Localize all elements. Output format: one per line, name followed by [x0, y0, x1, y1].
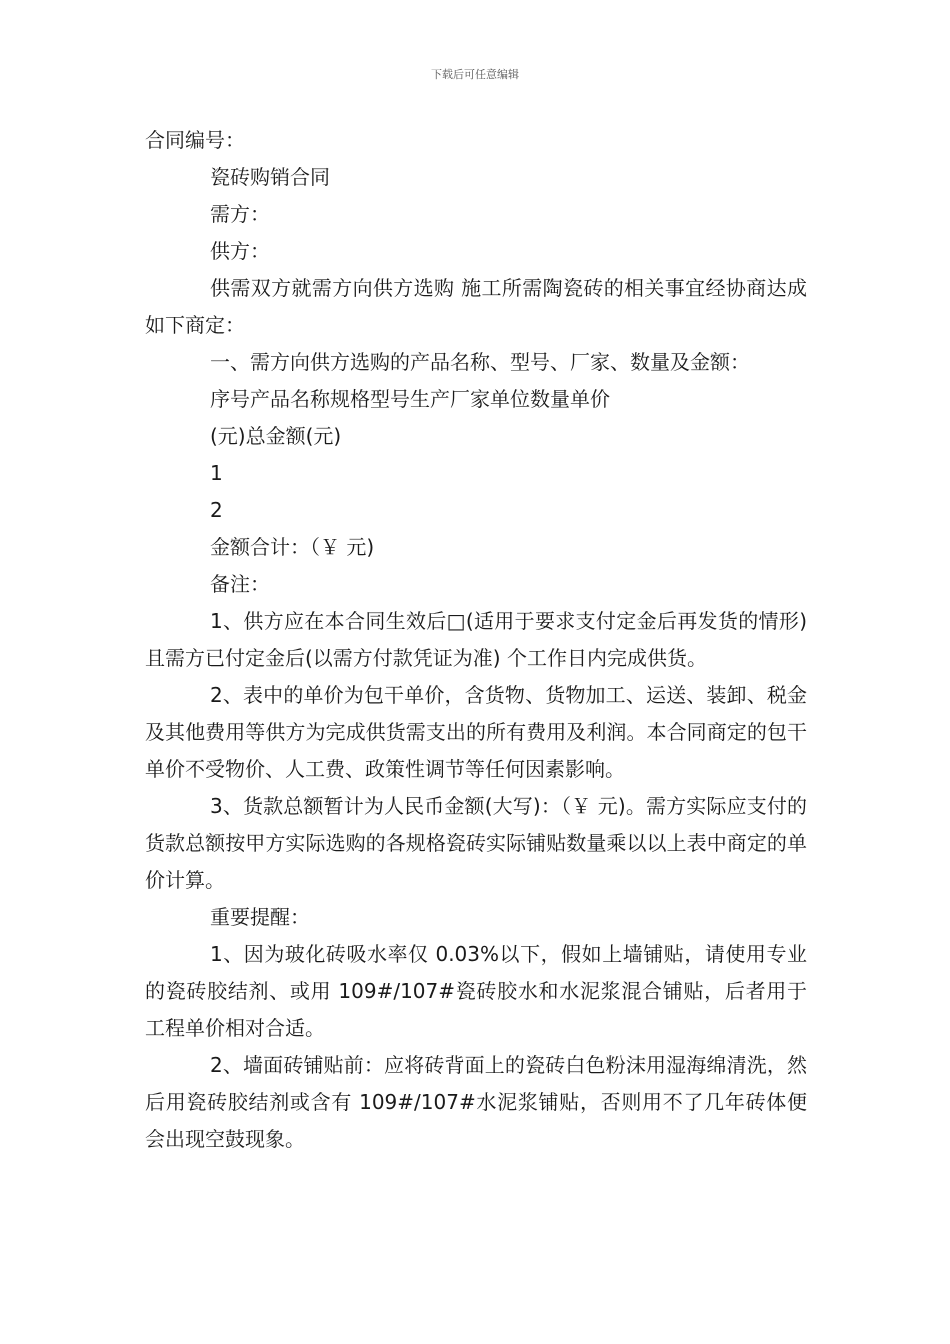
reminder-label: 重要提醒： [210, 905, 310, 929]
supplier-line: 供方： [210, 239, 270, 263]
document-body [145, 122, 807, 1158]
remarks-label: 备注： [210, 572, 270, 596]
remark-1: 1、供方应在本合同生效后□(适用于要求支付定金后再发货的情形)且需方已付定金后(以需方付款凭证为准) 个工作日内完成供货。 [145, 609, 807, 670]
intro-paragraph: 供需双方就需方向供方选购 施工所需陶瓷砖的相关事宜经协商达成如下商定： [145, 276, 807, 337]
page-header: 下载后可任意编辑 [431, 68, 519, 81]
document-title: 瓷砖购销合同 [210, 165, 330, 189]
amount-total: 金额合计：（￥ 元) [210, 535, 375, 559]
table-row-1: 1 [210, 461, 223, 485]
table-header-line-2: (元)总金额(元) [210, 424, 342, 448]
remark-2: 2、表中的单价为包干单价，含货物、货物加工、运送、装卸、税金及其他费用等供方为完成供货需支出的所有费用及利润。本合同商定的包干单价不受物价、人工费、政策性调节等任何因素影响。 [145, 683, 807, 781]
remark-3: 3、货款总额暂计为人民币金额(大写)：（￥ 元)。需方实际应支付的货款总额按甲方实际选购的各规格瓷砖实际铺贴数量乘以以上表中商定的单价计算。 [145, 794, 807, 892]
reminder-1: 1、因为玻化砖吸水率仅 0.03%以下，假如上墙铺贴，请使用专业的瓷砖胶结剂、或用 109#/107#瓷砖胶水和水泥浆混合铺贴，后者用于工程单价相对合适。 [145, 942, 807, 1040]
table-row-2: 2 [210, 498, 223, 522]
buyer-line: 需方： [210, 202, 270, 226]
section-1-heading: 一、需方向供方选购的产品名称、型号、厂家、数量及金额： [210, 350, 750, 374]
table-header-line-1: 序号产品名称规格型号生产厂家单位数量单价 [210, 387, 610, 411]
reminder-2: 2、墙面砖铺贴前：应将砖背面上的瓷砖白色粉沫用湿海绵清洗，然后用瓷砖胶结剂或含有 109#/107#水泥浆铺贴，否则用不了几年砖体便会出现空鼓现象。 [145, 1053, 807, 1151]
contract-number: 合同编号： [145, 128, 245, 152]
